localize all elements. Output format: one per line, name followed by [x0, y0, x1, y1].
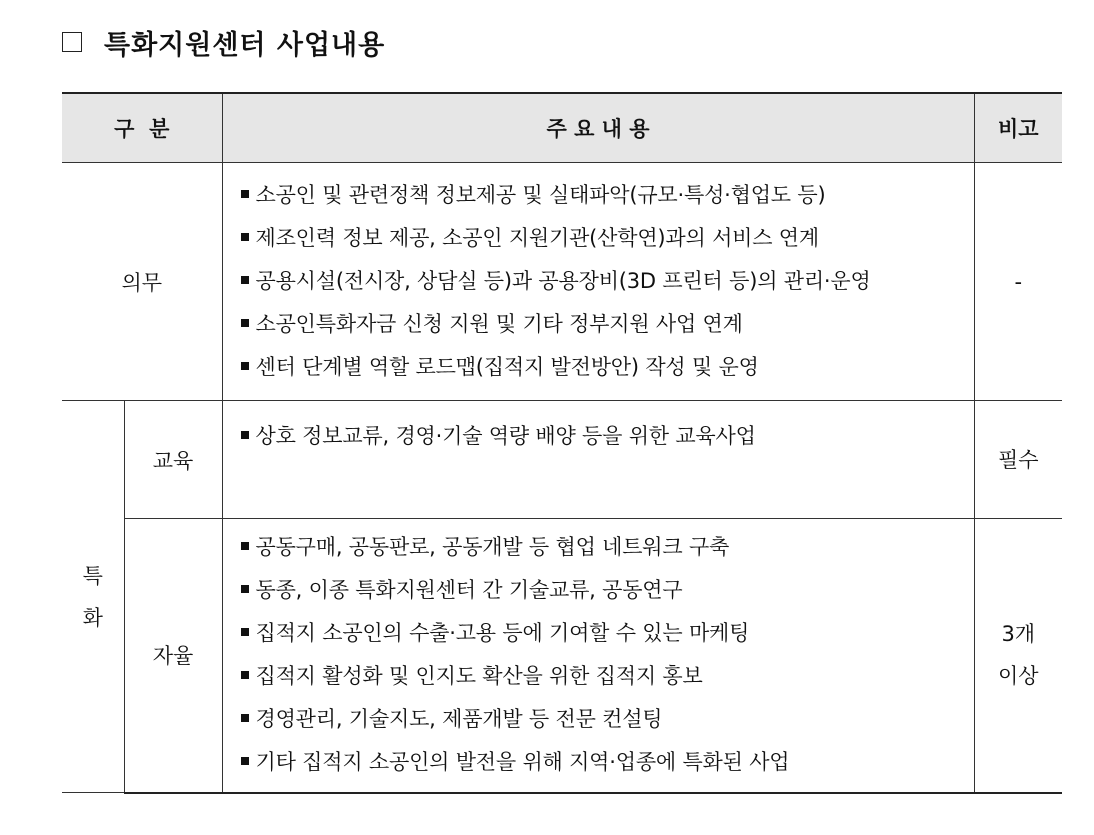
square-bullet-icon [241, 671, 249, 679]
square-bullet-icon [241, 362, 249, 370]
special-label: 특 화 [62, 401, 124, 793]
autonomous-label: 자율 [124, 519, 222, 793]
list-item: 집적지 소공인의 수출·고용 등에 기여할 수 있는 마케팅 [241, 612, 974, 655]
row-education [62, 401, 1062, 519]
row-duty [62, 163, 1062, 401]
list-item: 소공인특화자금 신청 지원 및 기타 정부지원 사업 연계 [241, 303, 974, 346]
duty-label: 의무 [62, 163, 222, 401]
header-content: 주 요 내 용 [222, 93, 974, 163]
checkbox-square-icon [62, 32, 82, 52]
education-content [222, 401, 974, 519]
table-header-row [62, 93, 1062, 163]
square-bullet-icon [241, 276, 249, 284]
square-bullet-icon [241, 542, 249, 550]
education-label: 교육 [124, 401, 222, 519]
autonomous-item-list [223, 526, 974, 784]
duty-item-list [223, 174, 974, 389]
square-bullet-icon [241, 585, 249, 593]
education-item-list [223, 415, 974, 458]
square-bullet-icon [241, 757, 249, 765]
business-content-table [62, 92, 1062, 794]
square-bullet-icon [241, 190, 249, 198]
row-autonomous [62, 519, 1062, 793]
list-item: 기타 집적지 소공인의 발전을 위해 지역·업종에 특화된 사업 [241, 741, 974, 784]
list-item: 소공인 및 관련정책 정보제공 및 실태파악(규모·특성·협업도 등) [241, 174, 974, 217]
list-item: 공동구매, 공동판로, 공동개발 등 협업 네트워크 구축 [241, 526, 974, 569]
list-item: 집적지 활성화 및 인지도 확산을 위한 집적지 홍보 [241, 655, 974, 698]
square-bullet-icon [241, 628, 249, 636]
header-note: 비고 [974, 93, 1062, 163]
duty-note: - [974, 163, 1062, 401]
autonomous-note: 3개 이상 [974, 519, 1062, 793]
square-bullet-icon [241, 714, 249, 722]
square-bullet-icon [241, 431, 249, 439]
section-title-text: 특화지원센터 사업내용 [104, 29, 386, 61]
list-item: 경영관리, 기술지도, 제품개발 등 전문 컨설팅 [241, 698, 974, 741]
header-category: 구 분 [62, 93, 222, 163]
list-item: 제조인력 정보 제공, 소공인 지원기관(산학연)과의 서비스 연계 [241, 217, 974, 260]
section-title [62, 22, 385, 62]
list-item: 상호 정보교류, 경영·기술 역량 배양 등을 위한 교육사업 [241, 415, 974, 458]
autonomous-content [222, 519, 974, 793]
square-bullet-icon [241, 233, 249, 241]
education-note: 필수 [974, 401, 1062, 519]
list-item: 동종, 이종 특화지원센터 간 기술교류, 공동연구 [241, 569, 974, 612]
list-item: 센터 단계별 역할 로드맵(집적지 발전방안) 작성 및 운영 [241, 346, 974, 389]
square-bullet-icon [241, 319, 249, 327]
duty-content [222, 163, 974, 401]
list-item: 공용시설(전시장, 상담실 등)과 공용장비(3D 프린터 등)의 관리·운영 [241, 260, 974, 303]
